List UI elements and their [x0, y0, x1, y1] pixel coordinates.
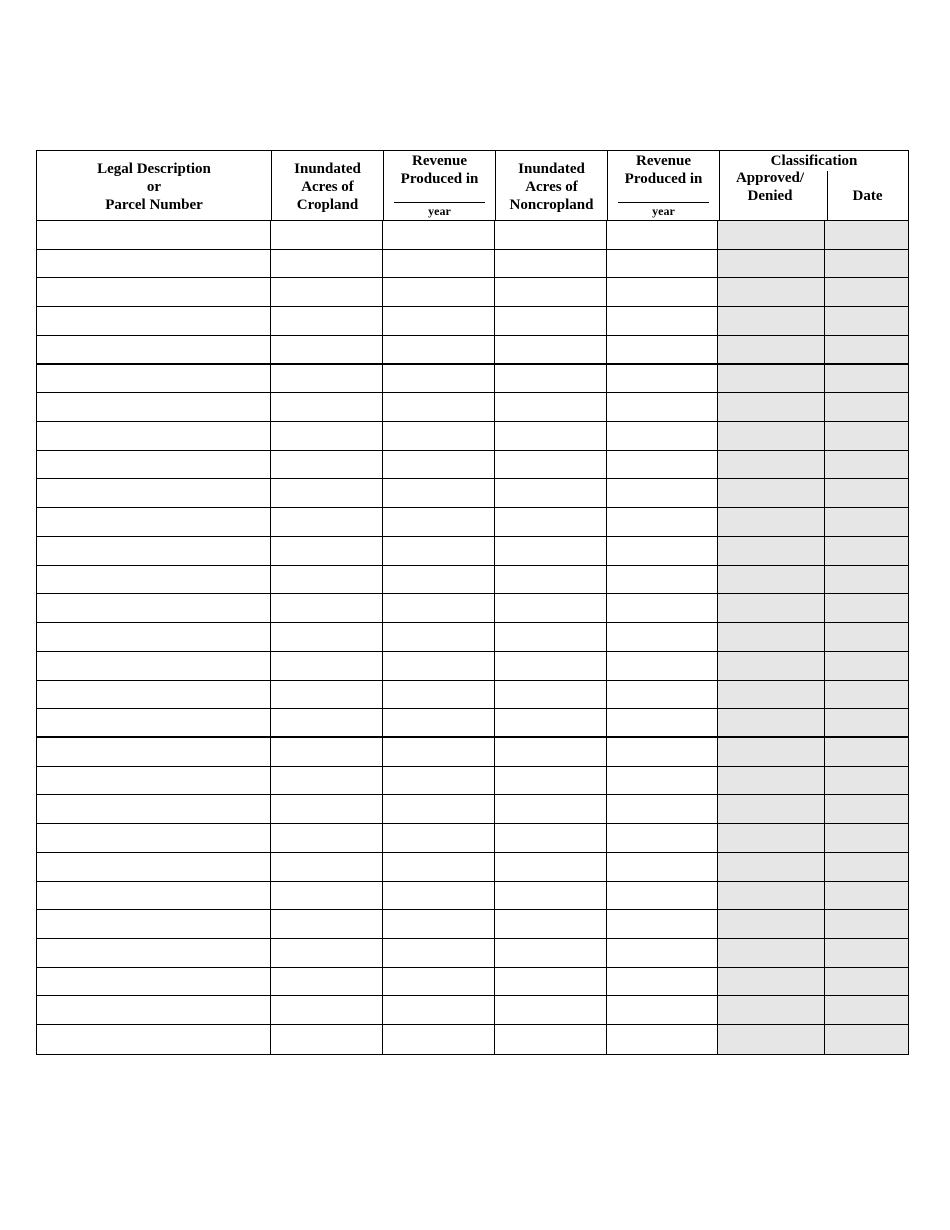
header-noncrop-line-1: Inundated — [518, 161, 585, 177]
cell-noncropland-acres[interactable] — [495, 1025, 607, 1054]
cell-approved-denied[interactable] — [718, 307, 825, 335]
cell-noncropland-acres[interactable] — [495, 853, 607, 881]
cell-noncropland-acres[interactable] — [495, 882, 607, 910]
cell-legal-description[interactable] — [37, 824, 271, 852]
table-row — [37, 652, 908, 681]
cell-revenue-2[interactable] — [607, 767, 719, 795]
table-body — [37, 221, 908, 1054]
cell-revenue-1[interactable] — [383, 278, 495, 306]
cell-date[interactable] — [825, 479, 908, 507]
table-row — [37, 594, 908, 623]
cell-approved-denied[interactable] — [718, 451, 825, 479]
cell-date[interactable] — [825, 738, 908, 766]
cell-date[interactable] — [825, 1025, 908, 1054]
header-legal-line-3: Parcel Number — [105, 197, 203, 213]
cell-revenue-1[interactable] — [383, 250, 495, 278]
cell-legal-description[interactable] — [37, 853, 271, 881]
cell-cropland-acres[interactable] — [271, 422, 383, 450]
header-date: Date — [852, 188, 883, 204]
table-row — [37, 853, 908, 882]
cell-noncropland-acres[interactable] — [495, 910, 607, 938]
cell-revenue-2[interactable] — [607, 278, 719, 306]
cell-approved-denied[interactable] — [718, 738, 825, 766]
cell-date[interactable] — [825, 824, 908, 852]
cell-revenue-2[interactable] — [607, 451, 719, 479]
cell-legal-description[interactable] — [37, 250, 271, 278]
year-blank-line — [618, 202, 709, 203]
cell-revenue-2[interactable] — [607, 652, 719, 680]
cell-approved-denied[interactable] — [718, 422, 825, 450]
cell-approved-denied[interactable] — [718, 996, 825, 1024]
table-row — [37, 681, 908, 710]
cell-approved-denied[interactable] — [718, 968, 825, 996]
header-legal-line-1: Legal Description — [97, 161, 211, 177]
cell-cropland-acres[interactable] — [271, 250, 383, 278]
table-row — [37, 537, 908, 566]
cell-legal-description[interactable] — [37, 652, 271, 680]
cell-date[interactable] — [825, 307, 908, 335]
header-rev2-line-1: Revenue — [636, 153, 691, 169]
header-crop-line-3: Cropland — [296, 197, 359, 213]
cell-revenue-1[interactable] — [383, 652, 495, 680]
cell-revenue-2[interactable] — [607, 221, 719, 249]
cell-noncropland-acres[interactable] — [495, 451, 607, 479]
cell-revenue-1[interactable] — [383, 537, 495, 565]
cell-legal-description[interactable] — [37, 336, 271, 363]
cell-approved-denied[interactable] — [718, 393, 825, 421]
header-approved-line-1: Approved/ — [735, 170, 805, 186]
cell-date[interactable] — [825, 508, 908, 536]
cell-approved-denied[interactable] — [718, 537, 825, 565]
cell-legal-description[interactable] — [37, 681, 271, 709]
cell-legal-description[interactable] — [37, 910, 271, 938]
cell-revenue-1[interactable] — [383, 566, 495, 594]
cell-revenue-1[interactable] — [383, 365, 495, 393]
header-legal-description — [37, 151, 272, 220]
cell-revenue-1[interactable] — [383, 422, 495, 450]
cell-legal-description[interactable] — [37, 451, 271, 479]
table-row — [37, 623, 908, 652]
cell-revenue-1[interactable] — [383, 795, 495, 823]
table-row — [37, 451, 908, 480]
cell-revenue-2[interactable] — [607, 939, 719, 967]
cell-approved-denied[interactable] — [718, 939, 825, 967]
cell-revenue-2[interactable] — [607, 623, 719, 651]
cell-approved-denied[interactable] — [718, 623, 825, 651]
cell-cropland-acres[interactable] — [271, 996, 383, 1024]
cell-approved-denied[interactable] — [718, 566, 825, 594]
cell-cropland-acres[interactable] — [271, 566, 383, 594]
header-rev2-line-2: Produced in — [624, 171, 703, 187]
cell-cropland-acres[interactable] — [271, 738, 383, 766]
cell-revenue-2[interactable] — [607, 365, 719, 393]
cell-revenue-2[interactable] — [607, 336, 719, 363]
cell-revenue-1[interactable] — [383, 968, 495, 996]
header-revenue-2 — [608, 151, 720, 220]
cell-revenue-1[interactable] — [383, 594, 495, 622]
cell-date[interactable] — [825, 652, 908, 680]
table-row — [37, 939, 908, 968]
cell-legal-description[interactable] — [37, 221, 271, 249]
cell-noncropland-acres[interactable] — [495, 393, 607, 421]
cell-revenue-1[interactable] — [383, 508, 495, 536]
cell-date[interactable] — [825, 451, 908, 479]
cell-revenue-2[interactable] — [607, 422, 719, 450]
cell-revenue-1[interactable] — [383, 853, 495, 881]
cell-revenue-2[interactable] — [607, 996, 719, 1024]
cell-date[interactable] — [825, 594, 908, 622]
cell-revenue-1[interactable] — [383, 336, 495, 363]
table-row — [37, 968, 908, 997]
cell-approved-denied[interactable] — [718, 594, 825, 622]
header-rev1-line-2: Produced in — [400, 171, 479, 187]
header-crop-line-1: Inundated — [294, 161, 361, 177]
cell-date[interactable] — [825, 336, 908, 363]
table-row — [37, 278, 908, 307]
header-rev1-line-1: Revenue — [412, 153, 467, 169]
cell-noncropland-acres[interactable] — [495, 508, 607, 536]
cell-approved-denied[interactable] — [718, 221, 825, 249]
table-row — [37, 882, 908, 911]
cell-revenue-2[interactable] — [607, 1025, 719, 1054]
cell-date[interactable] — [825, 365, 908, 393]
table-row — [37, 479, 908, 508]
table-row — [37, 738, 908, 767]
cell-date[interactable] — [825, 278, 908, 306]
cell-noncropland-acres[interactable] — [495, 795, 607, 823]
table-row — [37, 221, 908, 250]
table-row — [37, 393, 908, 422]
table-row — [37, 307, 908, 336]
cell-legal-description[interactable] — [37, 939, 271, 967]
cell-legal-description[interactable] — [37, 365, 271, 393]
parcel-classification-form — [36, 150, 909, 1055]
cell-approved-denied[interactable] — [718, 250, 825, 278]
cell-noncropland-acres[interactable] — [495, 221, 607, 249]
cell-approved-denied[interactable] — [718, 278, 825, 306]
cell-cropland-acres[interactable] — [271, 939, 383, 967]
cell-legal-description[interactable] — [37, 479, 271, 507]
cell-noncropland-acres[interactable] — [495, 594, 607, 622]
cell-revenue-2[interactable] — [607, 853, 719, 881]
cell-date[interactable] — [825, 221, 908, 249]
cell-date[interactable] — [825, 767, 908, 795]
cell-date[interactable] — [825, 566, 908, 594]
cell-noncropland-acres[interactable] — [495, 307, 607, 335]
cell-noncropland-acres[interactable] — [495, 422, 607, 450]
table-row — [37, 1025, 908, 1054]
cell-revenue-1[interactable] — [383, 824, 495, 852]
cell-cropland-acres[interactable] — [271, 221, 383, 249]
cell-approved-denied[interactable] — [718, 853, 825, 881]
cell-revenue-2[interactable] — [607, 968, 719, 996]
cell-legal-description[interactable] — [37, 738, 271, 766]
cell-revenue-1[interactable] — [383, 767, 495, 795]
cell-legal-description[interactable] — [37, 278, 271, 306]
cell-legal-description[interactable] — [37, 307, 271, 335]
table-row — [37, 910, 908, 939]
cell-legal-description[interactable] — [37, 393, 271, 421]
header-legal-line-2: or — [146, 179, 162, 195]
table-row — [37, 795, 908, 824]
cell-approved-denied[interactable] — [718, 479, 825, 507]
cell-cropland-acres[interactable] — [271, 537, 383, 565]
cell-revenue-1[interactable] — [383, 451, 495, 479]
cell-legal-description[interactable] — [37, 594, 271, 622]
cell-noncropland-acres[interactable] — [495, 681, 607, 709]
header-inundated-cropland — [272, 151, 384, 220]
cell-approved-denied[interactable] — [718, 508, 825, 536]
cell-date[interactable] — [825, 882, 908, 910]
cell-revenue-1[interactable] — [383, 910, 495, 938]
header-crop-line-2: Acres of — [301, 179, 354, 195]
header-rev1-year: year — [428, 204, 451, 218]
year-blank-line — [394, 202, 485, 203]
header-classification-title: Classification — [770, 153, 858, 169]
cell-approved-denied[interactable] — [718, 910, 825, 938]
cell-legal-description[interactable] — [37, 623, 271, 651]
table-row — [37, 365, 908, 394]
cell-date[interactable] — [825, 681, 908, 709]
cell-noncropland-acres[interactable] — [495, 738, 607, 766]
cell-revenue-1[interactable] — [383, 738, 495, 766]
cell-approved-denied[interactable] — [718, 882, 825, 910]
cell-date[interactable] — [825, 623, 908, 651]
cell-noncropland-acres[interactable] — [495, 824, 607, 852]
cell-date[interactable] — [825, 795, 908, 823]
header-revenue-1 — [384, 151, 496, 220]
header-approved-denied — [720, 169, 820, 205]
cell-revenue-2[interactable] — [607, 738, 719, 766]
cell-noncropland-acres[interactable] — [495, 278, 607, 306]
cell-cropland-acres[interactable] — [271, 594, 383, 622]
cell-noncropland-acres[interactable] — [495, 336, 607, 363]
cell-approved-denied[interactable] — [718, 767, 825, 795]
cell-revenue-1[interactable] — [383, 939, 495, 967]
cell-approved-denied[interactable] — [718, 824, 825, 852]
table-row — [37, 336, 908, 365]
cell-cropland-acres[interactable] — [271, 709, 383, 736]
table-row — [37, 824, 908, 853]
cell-cropland-acres[interactable] — [271, 853, 383, 881]
cell-revenue-1[interactable] — [383, 681, 495, 709]
cell-noncropland-acres[interactable] — [495, 479, 607, 507]
cell-approved-denied[interactable] — [718, 336, 825, 363]
cell-revenue-1[interactable] — [383, 393, 495, 421]
cell-approved-denied[interactable] — [718, 795, 825, 823]
cell-legal-description[interactable] — [37, 996, 271, 1024]
cell-cropland-acres[interactable] — [271, 824, 383, 852]
cell-date[interactable] — [825, 422, 908, 450]
cell-revenue-2[interactable] — [607, 508, 719, 536]
cell-cropland-acres[interactable] — [271, 451, 383, 479]
table-row — [37, 767, 908, 796]
table-row — [37, 566, 908, 595]
cell-noncropland-acres[interactable] — [495, 537, 607, 565]
cell-legal-description[interactable] — [37, 566, 271, 594]
cell-legal-description[interactable] — [37, 882, 271, 910]
cell-legal-description[interactable] — [37, 422, 271, 450]
cell-revenue-2[interactable] — [607, 594, 719, 622]
cell-approved-denied[interactable] — [718, 709, 825, 736]
cell-cropland-acres[interactable] — [271, 365, 383, 393]
cell-revenue-2[interactable] — [607, 479, 719, 507]
header-inundated-noncropland — [496, 151, 608, 220]
cell-legal-description[interactable] — [37, 709, 271, 736]
cell-revenue-2[interactable] — [607, 681, 719, 709]
cell-noncropland-acres[interactable] — [495, 566, 607, 594]
cell-revenue-2[interactable] — [607, 393, 719, 421]
cell-cropland-acres[interactable] — [271, 681, 383, 709]
cell-revenue-1[interactable] — [383, 1025, 495, 1054]
cell-cropland-acres[interactable] — [271, 767, 383, 795]
cell-revenue-2[interactable] — [607, 250, 719, 278]
cell-date[interactable] — [825, 939, 908, 967]
cell-revenue-2[interactable] — [607, 709, 719, 736]
cell-revenue-2[interactable] — [607, 795, 719, 823]
cell-revenue-2[interactable] — [607, 910, 719, 938]
cell-noncropland-acres[interactable] — [495, 996, 607, 1024]
cell-revenue-1[interactable] — [383, 221, 495, 249]
cell-cropland-acres[interactable] — [271, 393, 383, 421]
cell-noncropland-acres[interactable] — [495, 250, 607, 278]
cell-noncropland-acres[interactable] — [495, 652, 607, 680]
cell-legal-description[interactable] — [37, 1025, 271, 1054]
cell-legal-description[interactable] — [37, 767, 271, 795]
table-row — [37, 250, 908, 279]
cell-approved-denied[interactable] — [718, 681, 825, 709]
cell-date[interactable] — [825, 910, 908, 938]
header-noncrop-line-3: Noncropland — [509, 197, 594, 213]
cell-cropland-acres[interactable] — [271, 508, 383, 536]
cell-revenue-2[interactable] — [607, 307, 719, 335]
cell-cropland-acres[interactable] — [271, 307, 383, 335]
cell-legal-description[interactable] — [37, 508, 271, 536]
cell-revenue-2[interactable] — [607, 882, 719, 910]
cell-cropland-acres[interactable] — [271, 652, 383, 680]
cell-legal-description[interactable] — [37, 795, 271, 823]
table-row — [37, 996, 908, 1025]
cell-revenue-2[interactable] — [607, 824, 719, 852]
cell-date[interactable] — [825, 393, 908, 421]
cell-cropland-acres[interactable] — [271, 882, 383, 910]
cell-date[interactable] — [825, 996, 908, 1024]
cell-legal-description[interactable] — [37, 537, 271, 565]
cell-revenue-1[interactable] — [383, 709, 495, 736]
cell-noncropland-acres[interactable] — [495, 968, 607, 996]
cell-cropland-acres[interactable] — [271, 968, 383, 996]
cell-cropland-acres[interactable] — [271, 278, 383, 306]
cell-revenue-1[interactable] — [383, 996, 495, 1024]
cell-approved-denied[interactable] — [718, 652, 825, 680]
header-approved-line-2: Denied — [747, 188, 793, 204]
cell-approved-denied[interactable] — [718, 365, 825, 393]
cell-cropland-acres[interactable] — [271, 795, 383, 823]
cell-date[interactable] — [825, 537, 908, 565]
cell-noncropland-acres[interactable] — [495, 767, 607, 795]
cell-legal-description[interactable] — [37, 968, 271, 996]
cell-noncropland-acres[interactable] — [495, 623, 607, 651]
cell-date[interactable] — [825, 853, 908, 881]
cell-cropland-acres[interactable] — [271, 479, 383, 507]
cell-cropland-acres[interactable] — [271, 1025, 383, 1054]
cell-revenue-1[interactable] — [383, 479, 495, 507]
table-header — [37, 151, 908, 221]
cell-date[interactable] — [825, 968, 908, 996]
header-classification — [720, 151, 908, 220]
cell-cropland-acres[interactable] — [271, 336, 383, 363]
cell-revenue-2[interactable] — [607, 566, 719, 594]
cell-cropland-acres[interactable] — [271, 910, 383, 938]
cell-revenue-1[interactable] — [383, 623, 495, 651]
table-row — [37, 508, 908, 537]
header-noncrop-line-2: Acres of — [525, 179, 578, 195]
header-rev2-year: year — [652, 204, 675, 218]
cell-noncropland-acres[interactable] — [495, 365, 607, 393]
cell-approved-denied[interactable] — [718, 1025, 825, 1054]
cell-cropland-acres[interactable] — [271, 623, 383, 651]
cell-revenue-1[interactable] — [383, 307, 495, 335]
cell-date[interactable] — [825, 709, 908, 736]
cell-noncropland-acres[interactable] — [495, 709, 607, 736]
cell-noncropland-acres[interactable] — [495, 939, 607, 967]
cell-date[interactable] — [825, 250, 908, 278]
table-row — [37, 422, 908, 451]
cell-revenue-2[interactable] — [607, 537, 719, 565]
cell-revenue-1[interactable] — [383, 882, 495, 910]
table-row — [37, 709, 908, 738]
